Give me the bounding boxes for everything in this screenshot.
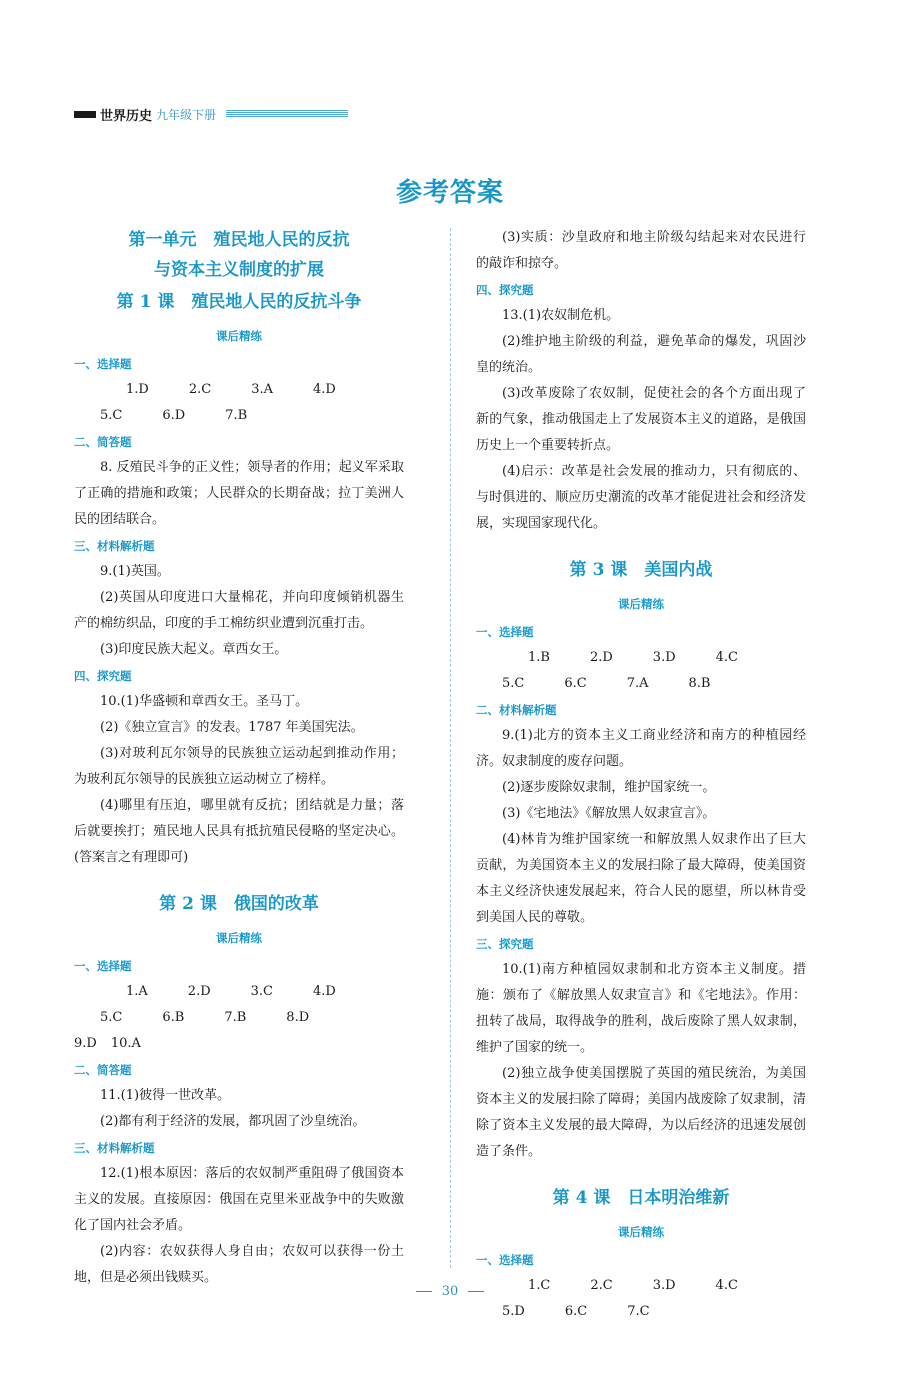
lesson1-mc-answers [74, 377, 404, 429]
lesson1-title: 第 1 课 殖民地人民的反抗斗争 [116, 292, 362, 312]
answer-paragraph: 13.(1)农奴制危机。 [502, 308, 620, 323]
lesson2-mc-answers-cont [74, 1031, 404, 1057]
column-divider [450, 228, 451, 1268]
lesson4-subtitle: 课后精练 [618, 1225, 664, 1239]
answer-item: 2.C [188, 382, 212, 397]
lesson4-title: 第 4 课 日本明治维新 [552, 1188, 730, 1208]
unit-title-line2: 与资本主义制度的扩展 [154, 260, 324, 280]
answer-item: 1.C [528, 1278, 551, 1293]
answer-item: 7.A [626, 676, 649, 691]
lesson1-section-choice: 一、选择题 [74, 357, 132, 371]
answer-paragraph: (2)都有利于经济的发展，都巩固了沙皇统治。 [100, 1114, 366, 1129]
answer-paragraph: (4)启示：改革是社会发展的推动力，只有彻底的、与时俱进的、顺应历史潮流的改革才能促进社会和经济发展，实现国家现代化。 [476, 464, 806, 531]
answer-item: 6.C [564, 676, 587, 691]
answer-item: 5.D [502, 1304, 525, 1319]
answer-item: 7.C [627, 1304, 650, 1319]
footer-dash-left [416, 1291, 432, 1292]
header-lines-decoration [226, 110, 348, 118]
answer-item: 6.B [162, 1010, 185, 1025]
right-column [476, 225, 806, 1325]
header-book-title: 世界历史 [100, 108, 153, 124]
answer-item: 3.D [652, 1278, 676, 1293]
lesson4-section-choice: 一、选择题 [476, 1253, 534, 1267]
lesson2-section-material: 三、材料解析题 [74, 1141, 155, 1155]
header-bar-decoration [74, 111, 96, 118]
page-number: 30 [441, 1284, 459, 1299]
lesson2-title: 第 2 课 俄国的改革 [159, 894, 319, 914]
lesson1-section-short: 二、简答题 [74, 435, 132, 449]
answer-item: 5.C [100, 408, 123, 423]
lesson4-mc-answers [476, 1273, 806, 1325]
lesson2-mc-answers [74, 979, 404, 1031]
answer-paragraph: (2)维护地主阶级的利益，避免革命的爆发，巩固沙皇的统治。 [476, 334, 806, 375]
footer-dash-right [468, 1291, 484, 1292]
answer-item: 7.B [225, 408, 248, 423]
answer-paragraph: 10.(1)南方种植园奴隶制和北方资本主义制度。措施：颁布了《解放黑人奴隶宣言》和《宅地法》。作用：扭转了战局，取得战争的胜利，战后废除了黑人奴隶制，维护了国家的统一。 [476, 962, 806, 1055]
answer-paragraph: (3)实质：沙皇政府和地主阶级勾结起来对农民进行的敲诈和掠夺。 [476, 230, 806, 271]
answer-item: 2.D [187, 984, 211, 999]
page-footer [0, 1284, 900, 1299]
answer-item: 1.A [126, 984, 148, 999]
answer-paragraph: (4)哪里有压迫，哪里就有反抗；团结就是力量；落后就要挨打；殖民地人民具有抵抗殖民侵略的坚定决心。(答案言之有理即可) [74, 798, 404, 865]
lesson1-section-material: 三、材料解析题 [74, 539, 155, 553]
answer-paragraph: (2)英国从印度进口大量棉花，并向印度倾销机器生产的棉纺织品，印度的手工棉纺织业遭到沉重打击。 [74, 590, 404, 631]
answer-item: 1.B [528, 650, 550, 665]
answer-paragraph: (2)《独立宣言》的发表。1787 年美国宪法。 [100, 720, 364, 735]
answer-item: 10.A [110, 1036, 141, 1051]
answer-paragraph: (3)印度民族大起义。章西女王。 [100, 642, 288, 657]
answer-paragraph: 12.(1)根本原因：落后的农奴制严重阻碍了俄国资本主义的发展。直接原因：俄国在克里米亚战争中的失败激化了国内社会矛盾。 [74, 1166, 404, 1233]
answer-item: 3.D [652, 650, 676, 665]
answer-paragraph: 8. 反殖民斗争的正义性；领导者的作用；起义军采取了正确的措施和政策；人民群众的长期奋战；拉丁美洲人民的团结联合。 [74, 460, 404, 527]
lesson3-title: 第 3 课 美国内战 [569, 560, 713, 580]
answer-item: 4.C [715, 1278, 738, 1293]
lesson2-section-short: 二、简答题 [74, 1063, 132, 1077]
answer-item: 3.C [250, 984, 273, 999]
answer-item: 6.D [162, 408, 186, 423]
left-column [74, 225, 404, 1291]
answer-paragraph: (3)《宅地法》《解放黑人奴隶宣言》。 [502, 806, 716, 821]
answer-item: 2.D [589, 650, 613, 665]
answer-paragraph: 9.(1)北方的资本主义工商业经济和南方的种植园经济。奴隶制度的废存问题。 [476, 728, 806, 769]
lesson2-section-choice: 一、选择题 [74, 959, 132, 973]
lesson3-section-material: 二、材料解析题 [476, 703, 557, 717]
lesson3-section-choice: 一、选择题 [476, 625, 534, 639]
answer-item: 2.C [590, 1278, 613, 1293]
answer-item: 4.D [312, 984, 336, 999]
answer-item: 5.C [100, 1010, 123, 1025]
answer-item: 9.D [74, 1036, 97, 1051]
answer-item: 6.C [564, 1304, 588, 1319]
page-title: 参考答案 [395, 178, 504, 208]
answer-paragraph: (2)独立战争使美国摆脱了英国的殖民统治，为美国资本主义的发展扫除了障碍；美国内战废除了奴隶制，清除了资本主义发展的最大障碍，为以后经济的迅速发展创造了条件。 [476, 1066, 806, 1159]
answer-item: 4.C [715, 650, 738, 665]
answer-item: 4.D [312, 382, 336, 397]
answer-item: 8.B [688, 676, 711, 691]
header-grade: 九年级下册 [156, 107, 217, 122]
running-header [74, 104, 348, 124]
answer-item: 8.D [286, 1010, 310, 1025]
lesson3-section-inquiry: 三、探究题 [476, 937, 534, 951]
answer-item: 5.C [502, 676, 525, 691]
answer-paragraph: 10.(1)华盛顿和章西女王。圣马丁。 [100, 694, 309, 709]
lesson2-section-inquiry: 四、探究题 [476, 283, 534, 297]
answer-item: 7.B [224, 1010, 247, 1025]
answer-paragraph: (2)逐步废除奴隶制，维护国家统一。 [502, 780, 716, 795]
lesson1-section-inquiry: 四、探究题 [74, 669, 132, 683]
answer-item: 3.A [251, 382, 273, 397]
answer-paragraph: 9.(1)英国。 [100, 564, 170, 579]
lesson3-mc-answers [476, 645, 806, 697]
answer-paragraph: 11.(1)彼得一世改革。 [100, 1088, 231, 1103]
lesson2-subtitle: 课后精练 [216, 931, 262, 945]
answer-paragraph: (3)改革废除了农奴制，促使社会的各个方面出现了新的气象，推动俄国走上了发展资本主义的道路，是俄国历史上一个重要转折点。 [476, 386, 806, 453]
answer-paragraph: (4)林肯为维护国家统一和解放黑人奴隶作出了巨大贡献，为美国资本主义的发展扫除了最大障碍，使美国资本主义经济快速发展起来，符合人民的愿望，所以林肯受到美国人民的尊敬。 [476, 832, 806, 925]
unit-title-line1: 第一单元 殖民地人民的反抗 [128, 230, 350, 250]
answer-item: 1.D [126, 382, 149, 397]
answer-paragraph: (2)内容：农奴获得人身自由；农奴可以获得一份土地，但是必须出钱赎买。 [74, 1244, 404, 1285]
lesson1-subtitle: 课后精练 [216, 329, 262, 343]
answer-paragraph: (3)对玻利瓦尔领导的民族独立运动起到推动作用；为玻利瓦尔领导的民族独立运动树立了榜样。 [74, 746, 404, 787]
lesson3-subtitle: 课后精练 [618, 597, 664, 611]
